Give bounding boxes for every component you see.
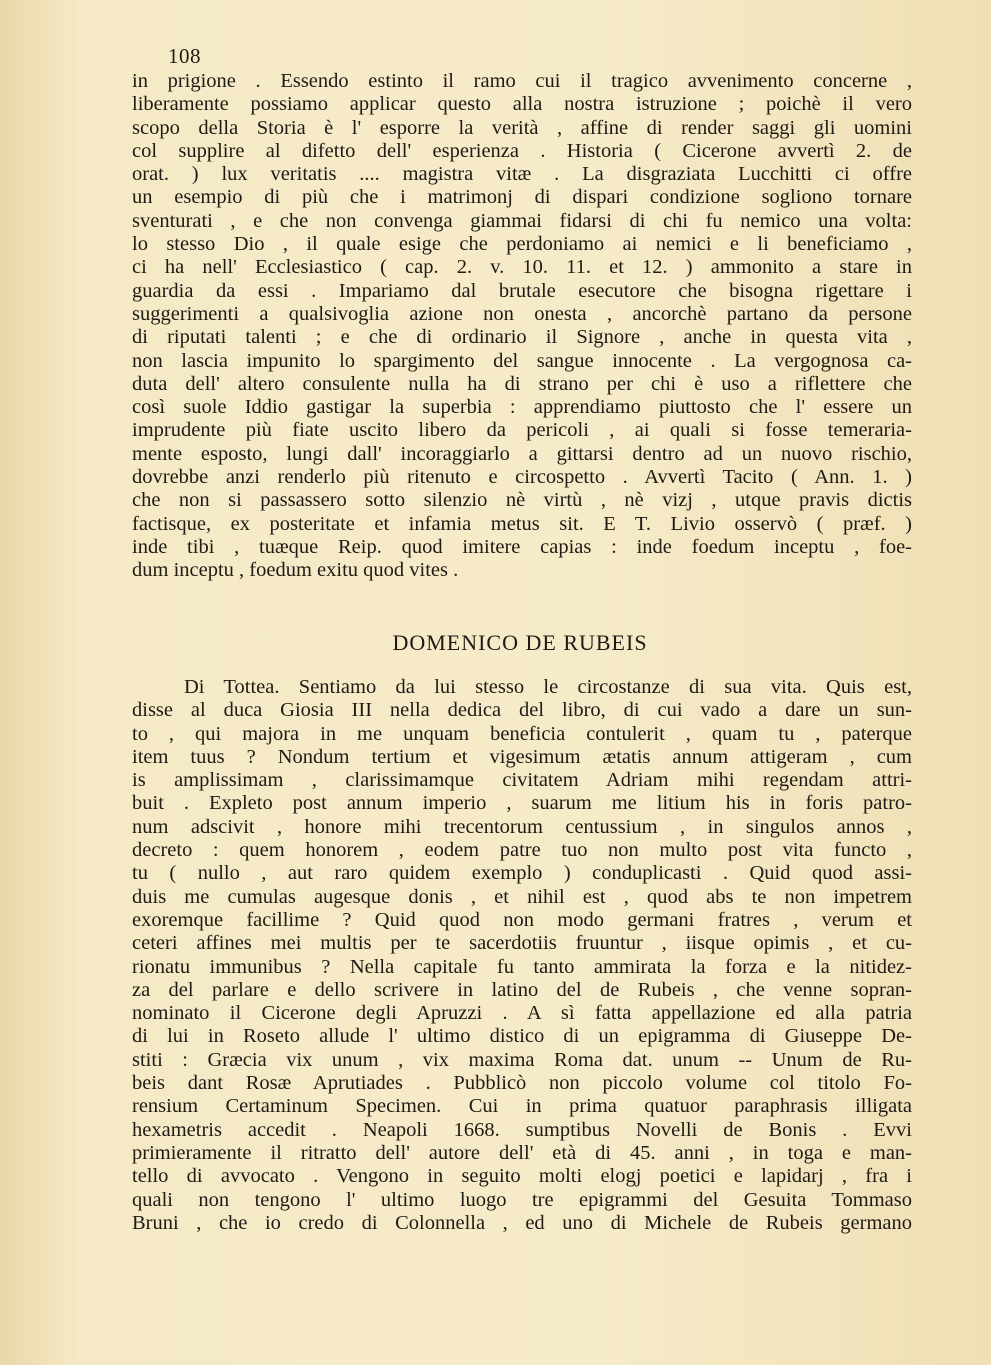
text-line: za del parlare e dello scrivere in latino del de Rubeis , che venne sopran- bbox=[132, 978, 912, 1001]
text-line: duis me cumulas augesque donis , et nihil est , quod abs te non impetrem bbox=[132, 885, 912, 908]
text-line: non lascia impunito lo spargimento del sangue innocente . La vergognosa ca- bbox=[132, 349, 912, 372]
text-line: inde tibi , tuæque Reip. quod imitere capias : inde foedum inceptu , foe- bbox=[132, 535, 912, 558]
text-line: rensium Certaminum Specimen. Cui in prima quatuor paraphrasis illigata bbox=[132, 1095, 912, 1118]
text-line: to , qui majora in me unquam beneficia contulerit , quam tu , paterque bbox=[132, 722, 912, 745]
text-line: nominato il Cicerone degli Apruzzi . A sì fatta appellazione ed alla patria bbox=[132, 1002, 912, 1025]
text-line: guardia da essi . Impariamo dal brutale esecutore che bisogna rigettare i bbox=[132, 279, 912, 302]
text-line: primieramente il ritratto dell' autore dell' età di 45. anni , in toga e man- bbox=[132, 1141, 912, 1164]
paragraph-lower bbox=[132, 676, 912, 1235]
text-line: dum inceptu , foedum exitu quod vites . bbox=[132, 559, 459, 582]
text-line: tello di avvocato . Vengono in seguito molti elogj poetici e lapidarj , fra i bbox=[132, 1165, 912, 1188]
text-line: che non si passassero sotto silenzio nè virtù , nè vizj , utque pravis dictis bbox=[132, 489, 912, 512]
text-line: rionatu immunibus ? Nella capitale fu tanto ammirata la forza e la nitidez- bbox=[132, 955, 912, 978]
text-line: num adscivit , honore mihi trecentorum centussium , in singulos annos , bbox=[132, 815, 912, 838]
text-line: disse al duca Giosia III nella dedica del libro, di cui vado a dare un sun- bbox=[132, 699, 912, 722]
text-line: quali non tengono l' ultimo luogo tre epigrammi del Gesuita Tommaso bbox=[132, 1188, 912, 1211]
text-line: ci ha nell' Ecclesiastico ( cap. 2. v. 10. 11. et 12. ) ammonito a stare in bbox=[132, 256, 912, 279]
text-line: suggerimenti a qualsivoglia azione non onesta , ancorchè partano da persone bbox=[132, 302, 912, 325]
text-line: buit . Expleto post annum imperio , suarum me litium his in foris patro- bbox=[132, 792, 912, 815]
text-line: Di Tottea. Sentiamo da lui stesso le circostanze di sua vita. Quis est, bbox=[184, 676, 912, 698]
text-line: Bruni , che io credo di Colonnella , ed uno di Michele de Rubeis germano bbox=[132, 1211, 912, 1234]
text-line: stiti : Græcia vix unum , vix maxima Roma dat. unum -- Unum de Ru- bbox=[132, 1048, 912, 1071]
text-line: item tuus ? Nondum tertium et vigesimum ætatis annum attigeram , cum bbox=[132, 745, 912, 768]
section-heading: DOMENICO DE RUBEIS bbox=[392, 630, 648, 655]
text-line: in prigione . Essendo estinto il ramo cui il tragico avvenimento concerne , bbox=[132, 70, 912, 92]
text-line: un esempio di più che i matrimonj di dispari condizione sogliono tornare bbox=[132, 186, 912, 209]
page-number: 108 bbox=[168, 44, 201, 68]
text-line: decreto : quem honorem , eodem patre tuo non multo post vita functo , bbox=[132, 839, 912, 862]
text-line: imprudente più fiate uscito libero da pericoli , ai quali si fosse temeraria- bbox=[132, 419, 912, 442]
text-line: di lui in Roseto allude l' ultimo distico di un epigramma di Giuseppe De- bbox=[132, 1025, 912, 1048]
text-line: sventurati , e che non convenga giammai fidarsi di chi fu nemico una volta: bbox=[132, 209, 912, 232]
text-line: ceteri affines mei multis per te sacerdotiis fruuntur , iisque opimis , et cu- bbox=[132, 932, 912, 955]
text-line: hexametris accedit . Neapoli 1668. sumptibus Novelli de Bonis . Evvi bbox=[132, 1118, 912, 1141]
text-line: duta dell' altero consulente nulla ha di strano per chi è uso a riflettere che bbox=[132, 372, 912, 395]
text-line: scopo della Storia è l' esporre la verità , affine di render saggi gli uomini bbox=[132, 116, 912, 139]
text-line: di riputati talenti ; e che di ordinario il Signore , anche in questa vita , bbox=[132, 326, 912, 349]
text-line: beis dant Rosæ Aprutiades . Pubblicò non piccolo volume col titolo Fo- bbox=[132, 1072, 912, 1095]
text-line: mente esposto, lungi dall' incoraggiarlo a gittarsi dentro ad un nuovo rischio, bbox=[132, 442, 912, 465]
text-line: così suole Iddio gastigar la superbia : apprendiamo piuttosto che l' essere un bbox=[132, 396, 912, 419]
paragraph-upper bbox=[132, 70, 912, 583]
text-line: liberamente possiamo applicar questo alla nostra istruzione ; poichè il vero bbox=[132, 93, 912, 116]
text-line: is amplissimam , clarissimamque civitatem Adriam mihi regendam attri- bbox=[132, 769, 912, 792]
text-line: exoremque facillime ? Quid quod non modo germani fratres , verum et bbox=[132, 908, 912, 931]
text-line: lo stesso Dio , il quale esige che perdoniamo ai nemici e li beneficiamo , bbox=[132, 233, 912, 256]
text-line: dovrebbe anzi renderlo più ritenuto e circospetto . Avvertì Tacito ( Ann. 1. ) bbox=[132, 466, 912, 489]
text-line: tu ( nullo , aut raro quidem exemplo ) conduplicasti . Quid quod assi- bbox=[132, 862, 912, 885]
text-line: col supplire al difetto dell' esperienza . Historia ( Cicerone avvertì 2. de bbox=[132, 139, 912, 162]
text-line: orat. ) lux veritatis .... magistra vitæ . La disgraziata Lucchitti ci offre bbox=[132, 163, 912, 186]
text-line: factisque, ex posteritate et infamia metus sit. E T. Livio osservò ( præf. ) bbox=[132, 512, 912, 535]
